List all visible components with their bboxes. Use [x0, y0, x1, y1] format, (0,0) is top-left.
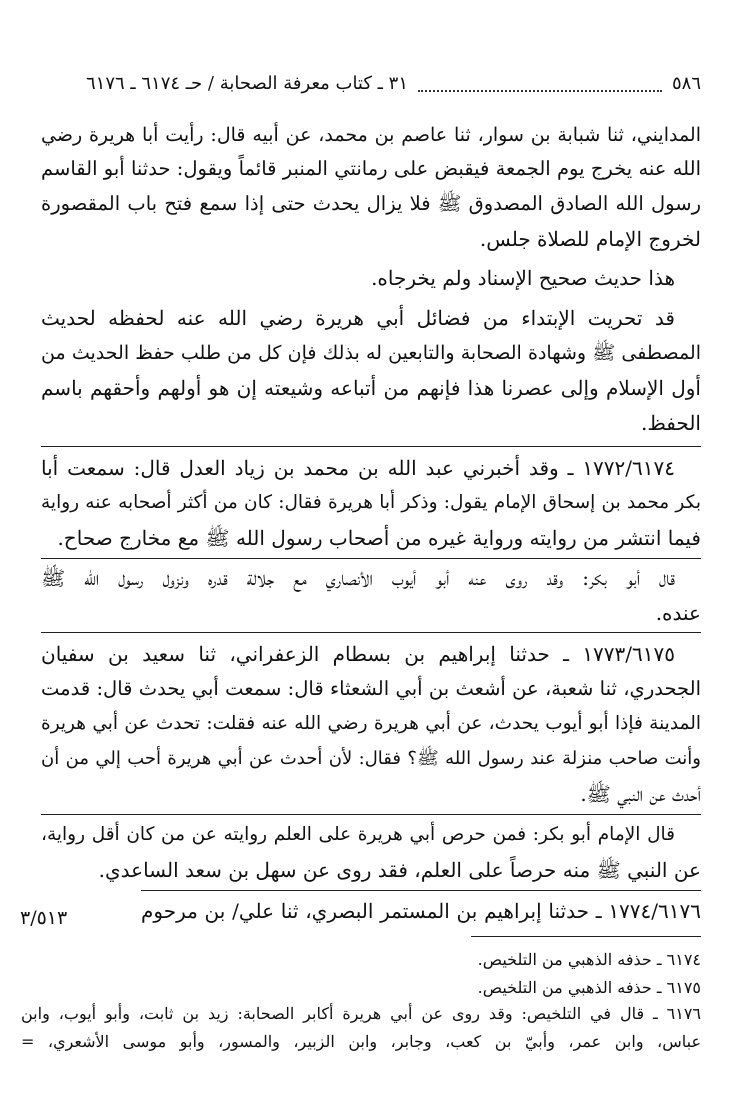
- footnote: ٦١٧٥ ـ حذفه الذهبي من التلخيص.: [477, 978, 701, 997]
- page-number: ٥٨٦: [671, 73, 701, 94]
- body-line: عنده.: [655, 601, 701, 625]
- body-line: قد تحريت الإبتداء من فضائل أبي هريرة رضي الله عنه لحفظه لحديث: [41, 306, 675, 330]
- body-line: قال أبو بكر: وقد روى عنه أبو أيوب الأنصاري مع جلالة قدره ونزول رسول الله ﷺ: [41, 566, 675, 590]
- body-line: هذا حديث صحيح الإسناد ولم يخرجاه.: [371, 266, 675, 290]
- hadith-line: المدينة فإذا أبو أيوب يحدث، عن أبي هريرة رضي الله عنه فقلت: تحدث عن أبي هريرة: [41, 713, 701, 734]
- body-line: المصطفى ﷺ وشهادة الصحابة والتابعين له بذلك فإن كل من طلب حفظ الحديث من: [41, 342, 701, 364]
- hadith-line: فيما انتشر من روايته ورواية غيره من أصحاب رسول الله ﷺ مع مخارج صحاح.: [57, 526, 701, 550]
- footnote: ٦١٧٦ ـ قال في التلخيص: وقد روى عن أبي هريرة أكابر الصحابة: زيد بن ثابت، وأبو أيوب، وابن: [21, 1004, 701, 1023]
- body-line: رسول الله الصادق المصدوق ﷺ فلا يزال يحدث حتى إذا سمع فتح باب المقصورة: [41, 192, 701, 215]
- hadith-line: ١٧٧٣/٦١٧٥ ـ حدثنا إبراهيم بن بسطام الزعفراني، ثنا سعيد بن سفيان: [41, 642, 675, 666]
- hadith-line: بكر محمد بن إسحاق الإمام يقول: وذكر أبا هريرة فقال: كان من أكثر أصحابه عنه رواية: [41, 492, 701, 513]
- body-line: الله عنه يخرج يوم الجمعة فيقبض على رمانتي المنبر قائماً ويقول: حدثنا أبو القاسم: [41, 157, 701, 180]
- hadith-line: ١٧٧٢/٦١٧٤ ـ وقد أخبرني عبد الله بن محمد بن زياد العدل قال: سمعت أبا: [41, 456, 675, 480]
- body-line: لخروج الإمام للصلاة جلس.: [479, 227, 701, 251]
- body-line: عن النبي ﷺ منه حرصاً على العلم، فقد روى عن سهل بن سعد الساعدي.: [98, 858, 701, 882]
- running-title: ٣١ ـ كتاب معرفة الصحابة / حـ ٦١٧٤ ـ ٦١٧٦: [86, 73, 408, 94]
- page-header: [86, 70, 701, 98]
- footnote: ٦١٧٤ ـ حذفه الذهبي من التلخيص.: [477, 950, 701, 969]
- hadith-line: وأنت صاحب منزلة عند رسول الله ﷺ؟ فقال: لأن أحدث عن أبي هريرة أحب إلي من أن: [41, 748, 701, 769]
- section-divider: [141, 890, 701, 891]
- body-line: الحفظ.: [640, 411, 701, 435]
- section-divider: [41, 814, 701, 815]
- hadith-line: أحدث عن النبي ﷺ.: [580, 782, 701, 806]
- margin-reference: ٣/٥١٣: [20, 907, 68, 929]
- footnote-rule: [471, 936, 701, 937]
- header-dot-leader: [418, 76, 662, 92]
- section-divider: [41, 558, 701, 559]
- section-divider: [41, 632, 701, 633]
- body-line: أول الإسلام وإلى عصرنا هذا فإنهم من أتباعه وشيعته إن هو أولهم وأحقهم باسم: [41, 376, 701, 400]
- footnote: عباس، وابن عمر، وأبيّ بن كعب، وجابر، وابن الزبير، والمسور، وأبو موسى الأشعري، =: [21, 1032, 701, 1051]
- section-divider: [41, 446, 701, 447]
- hadith-line: ١٧٧٤/٦١٧٦ ـ حدثنا إبراهيم بن المستمر البصري، ثنا علي/ بن مرحوم: [141, 899, 701, 923]
- hadith-line: الجحدري، ثنا شعبة، عن أشعث بن أبي الشعثاء قال: سمعت أبي يحدث قال: قدمت: [41, 677, 701, 700]
- body-line: قال الإمام أبو بكر: فمن حرص أبي هريرة على العلم روايته عن من كان أقل رواية،: [41, 824, 675, 845]
- body-line: المدايني، ثنا شبابة بن سوار، ثنا عاصم بن محمد، عن أبيه قال: رأيت أبا هريرة رضي: [41, 124, 701, 146]
